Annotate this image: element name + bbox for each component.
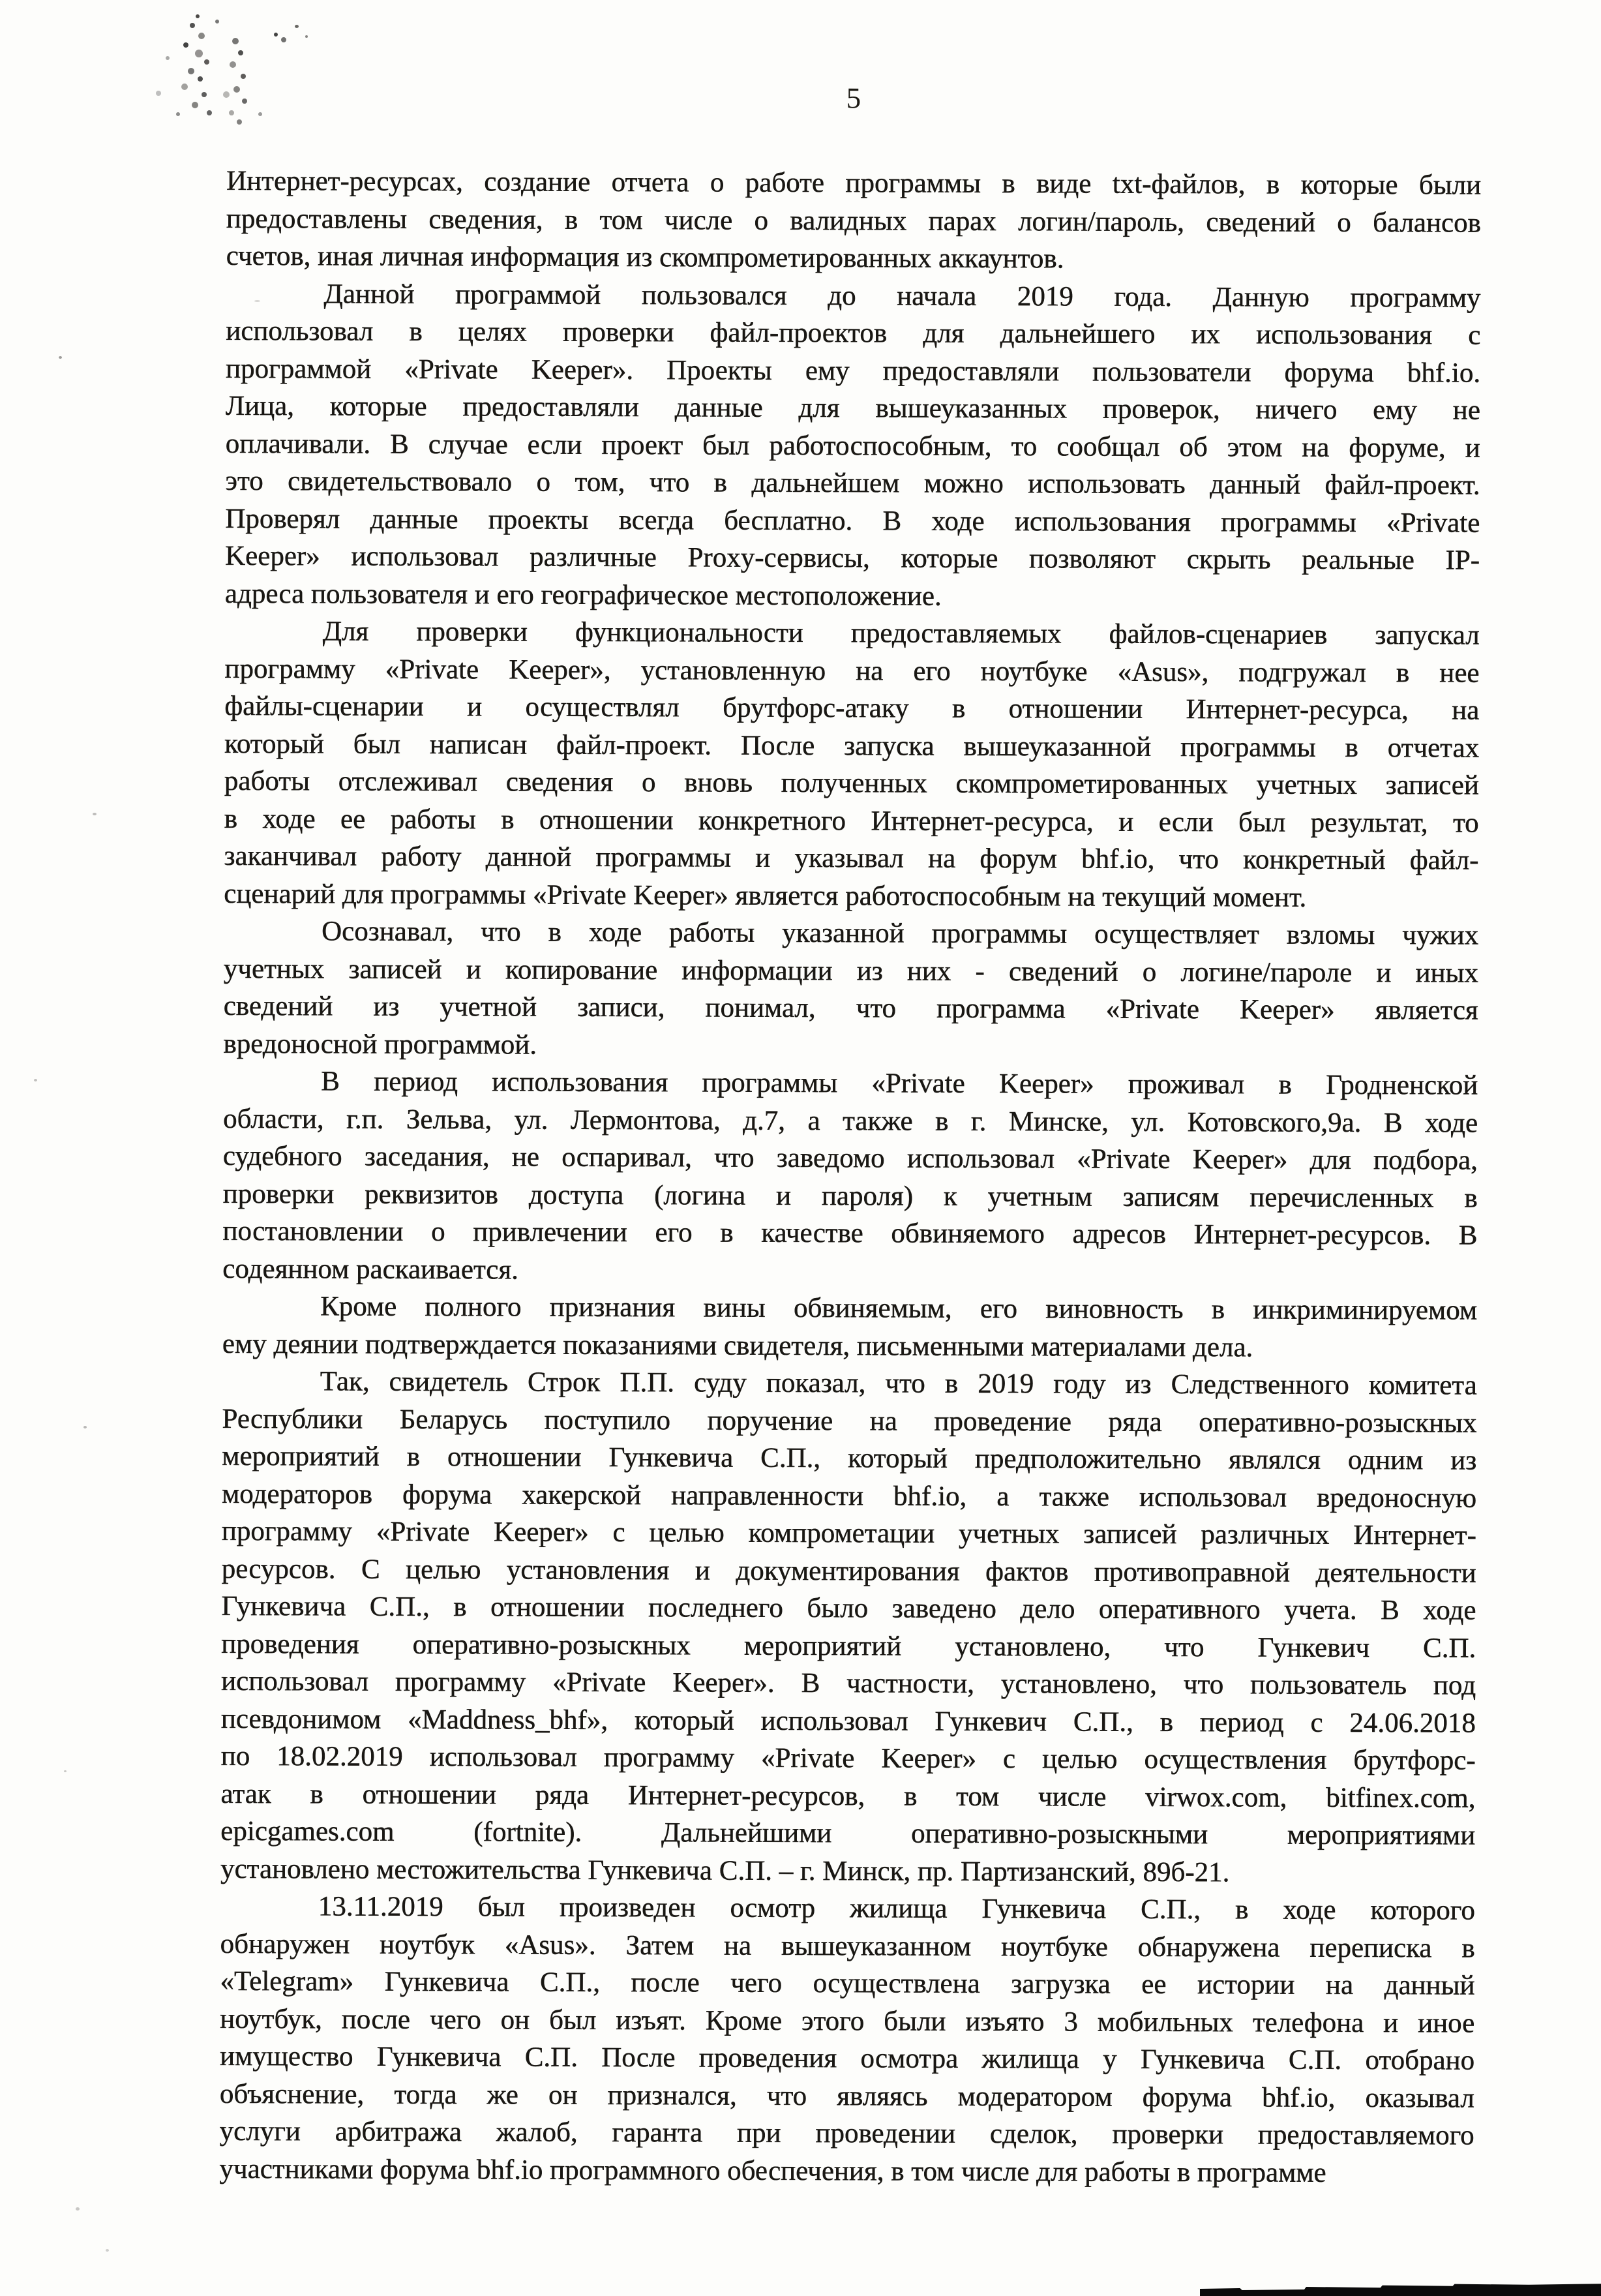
text-line: судебного заседания, не оспаривал, что заведомо использовал «Private Keeper» для подбора, [222, 1140, 1478, 1176]
text-line: ноутбук, после чего он был изъят. Кроме этого были изъято 3 мобильных телефона и иное [220, 2003, 1475, 2039]
text-block [219, 162, 1481, 2192]
text-line: Гункевича С.П., в отношении последнего было заведено дело оперативного учета. В ходе [221, 1590, 1476, 1626]
text-line: Проверял данные проекты всегда бесплатно. В ходе использования программы «Private [225, 503, 1480, 539]
text-line: проверки реквизитов доступа (логина и пароля) к учетным записям перечисленных в [222, 1178, 1478, 1214]
text-line: «Telegram» Гункевича С.П., после чего осуществлена загрузка ее истории на данный [220, 1965, 1475, 2001]
text-line: Осознавал, что в ходе работы указанной программы осуществляет взломы чужих [322, 916, 1479, 951]
paragraph [225, 275, 1481, 616]
text-line: в ходе ее работы в отношении конкретного Интернет-ресурса, и если был результат, то [224, 803, 1479, 839]
text-line: Для проверки функциональности предоставляемых файлов-сценариев запускал [322, 616, 1480, 651]
text-line: счетов, иная личная информация из скомпрометированных аккаунтов. [226, 240, 1064, 275]
text-line: использовал в целях проверки файл-проектов для дальнейшего их использования с [226, 315, 1481, 351]
paragraph [220, 1363, 1477, 1892]
text-line: мероприятий в отношении Гункевича С.П., который предположительно являлся одним из [222, 1440, 1477, 1476]
paragraph [223, 913, 1478, 1067]
text-line: установлено местожительства Гункевича С.П. – г. Минск, пр. Партизанский, 89б-21. [220, 1853, 1230, 1888]
text-line: Данной программой пользовался до начала 2019 года. Данную программу [323, 278, 1481, 314]
text-line: адреса пользователя и его географическое местоположение. [224, 578, 942, 612]
text-line: Республики Беларусь поступило поручение на проведение ряда оперативно-розыскных [222, 1403, 1477, 1439]
text-line: оплачивали. В случае если проект был работоспособным, то сообщал об этом на форуме, и [225, 428, 1480, 464]
text-line: услуги арбитража жалоб, гаранта при проведении сделок, проверки предоставляемого [219, 2115, 1474, 2151]
paragraph [224, 612, 1480, 917]
text-line: это свидетельствовало о том, что в дальнейшем можно использовать данный файл-проект. [225, 465, 1480, 501]
text-line: Так, свидетель Строк П.П. суду показал, что в 2019 году из Следственного комитета [320, 1366, 1477, 1401]
paragraph [226, 162, 1482, 279]
text-line: сведений из учетной записи, понимал, что программа «Private Keeper» является [223, 990, 1478, 1026]
text-line: программу «Private Keeper» с целью компрометации учетных записей различных Интернет- [221, 1515, 1477, 1551]
text-line: ресурсов. С целью установления и документирования фактов противоправной деятельности [221, 1553, 1476, 1589]
text-line: сценарий для программы «Private Keeper» является работоспособным на текущий момент. [224, 878, 1307, 913]
text-line: области, г.п. Зельва, ул. Лермонтова, д.7, а также в г. Минске, ул. Котовского,9а. В ходе [223, 1103, 1478, 1139]
text-line: 13.11.2019 был произведен осмотр жилища Гункевича С.П., в ходе которого [318, 1891, 1476, 1926]
text-line: программу «Private Keeper», установленную на его ноутбуке «Asus», подгружал в нее [224, 653, 1480, 689]
text-line: содеянном раскаивается. [222, 1253, 519, 1285]
paragraph [222, 1063, 1478, 1292]
text-line: учетных записей и копирование информации из них - сведений о логине/пароле и иных [223, 953, 1479, 989]
text-line: постановлении о привлечении его в качестве обвиняемого адресов Интернет-ресурсов. В [222, 1215, 1478, 1251]
text-line: использовал программу «Private Keeper». В частности, установлено, что пользователь под [221, 1665, 1476, 1701]
text-line: файлы-сценарии и осуществлял брутфорс-атаку в отношении Интернет-ресурса, на [224, 690, 1480, 726]
text-line: Интернет-ресурсах, создание отчета о работе программы в виде txt-файлов, в которые были [226, 165, 1482, 201]
page-number: 5 [846, 82, 861, 115]
text-line: программой «Private Keeper». Проекты ему предоставляли пользователи форума bhf.io. [226, 353, 1481, 389]
text-line: ему деянии подтверждается показаниями свидетеля, письменными материалами дела. [222, 1328, 1253, 1363]
text-line: объяснение, тогда же он признался, что являясь модератором форума bhf.io, оказывал [219, 2078, 1475, 2114]
text-line: работы отслеживал сведения о вновь полученных скомпрометированных учетных записей [224, 765, 1480, 801]
text-line: обнаружен ноутбук «Asus». Затем на вышеуказанном ноутбуке обнаружена переписка в [220, 1928, 1475, 1964]
text-line: атак в отношении ряда Интернет-ресурсов, в том числе virwox.com, bitfinex.com, [220, 1778, 1476, 1814]
paragraph [222, 1288, 1477, 1367]
text-line: epicgames.com (fortnite). Дальнейшими оперативно-розыскными мероприятиями [220, 1815, 1476, 1851]
text-line: В период использования программы «Private Keeper» проживал в Гродненской [321, 1066, 1478, 1101]
text-line: модераторов форума хакерской направленности bhf.io, а также использовал вредоносную [222, 1478, 1477, 1514]
text-line: который был написан файл-проект. После запуска вышеуказанной программы в отчетах [224, 728, 1480, 764]
text-line: предоставлены сведения, в том числе о валидных парах логин/пароль, сведений о балансов [226, 203, 1482, 239]
paragraph [219, 1888, 1475, 2192]
text-line: Кроме полного признания вины обвиняемым, его виновность в инкриминируемом [320, 1291, 1478, 1326]
text-line: по 18.02.2019 использовал программу «Private Keeper» с целью осуществления брутфорс- [220, 1740, 1476, 1776]
text-line: вредоносной программой. [223, 1028, 537, 1061]
text-line: Лица, которые предоставляли данные для вышеуказанных проверок, ничего ему не [225, 390, 1481, 426]
text-line: заканчивал работу данной программы и указывал на форум bhf.io, что конкретный файл- [224, 840, 1479, 876]
text-line: участниками форума bhf.io программного обеспечения, в том числе для работы в программе [219, 2153, 1326, 2188]
text-line: Keeper» использовал различные Proxy-сервисы, которые позволяют скрыть реальные IP- [225, 540, 1480, 576]
text-line: имущество Гункевича С.П. После проведения осмотра жилища у Гункевича С.П. отобрано [220, 2040, 1475, 2076]
text-line: псевдонимом «Maddness_bhf», который использовал Гункевич С.П., в период с 24.06.2018 [220, 1703, 1476, 1739]
text-line: проведения оперативно-розыскных мероприятий установлено, что Гункевич С.П. [221, 1628, 1476, 1664]
